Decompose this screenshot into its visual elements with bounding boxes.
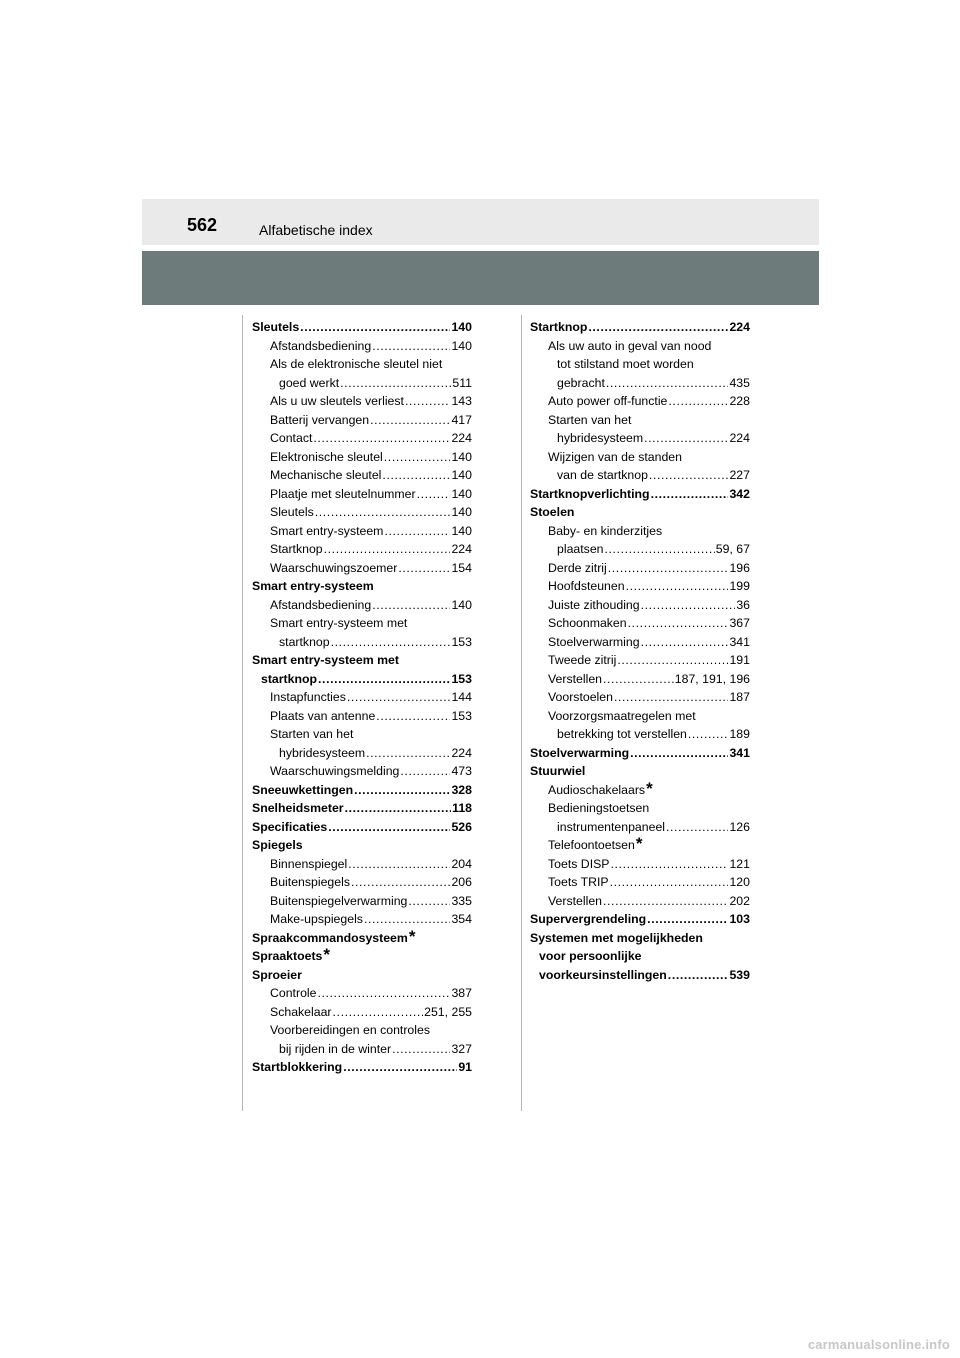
entry-term: Starten van het (270, 727, 354, 741)
dot-leader (647, 910, 728, 929)
index-subentry (252, 688, 472, 707)
dot-leader (354, 781, 450, 800)
index-subentry (252, 1003, 472, 1022)
dot-leader (608, 559, 729, 578)
dot-leader (405, 392, 451, 411)
entry-term: Als u uw sleutels verliest (270, 394, 404, 408)
index-subentry (252, 522, 472, 541)
index-entry (252, 1058, 472, 1077)
entry-term: Verstellen (548, 893, 603, 908)
index-subentry (530, 651, 750, 670)
entry-term: Audioschakelaars (548, 782, 646, 797)
dot-leader (614, 688, 729, 707)
entry-term: Startknop (530, 320, 588, 334)
dot-leader (668, 966, 729, 985)
dot-leader (340, 374, 451, 393)
dot-leader (384, 522, 450, 541)
index-subentry (530, 873, 750, 892)
index-entry (252, 651, 472, 670)
entry-term: Telefoontoetsen (548, 838, 635, 852)
index-entry: Spraakcommandosysteem * (252, 926, 416, 946)
index-subentry (252, 633, 472, 652)
index-subentry (252, 873, 472, 892)
entry-page-number: 121 (729, 856, 750, 871)
dot-leader (605, 540, 715, 559)
dot-leader (666, 818, 728, 837)
index-subentry (252, 355, 472, 374)
dot-leader (318, 670, 450, 689)
entry-page-number: 435 (729, 375, 750, 390)
entry-term: hybridesysteem (557, 431, 644, 445)
dot-leader (317, 984, 450, 1003)
entry-page-number: 140 (451, 320, 472, 334)
index-subentry (530, 577, 750, 596)
entry-term: Auto power off-functie (548, 394, 668, 408)
entry-term: van de startknop (557, 468, 648, 482)
entry-term: Plaats van antenne (270, 708, 376, 723)
index-subentry (530, 429, 750, 448)
entry-term: Voorstoelen (548, 690, 613, 704)
entry-term: Stoelverwarming (530, 745, 630, 760)
entry-term: Waarschuwingszoemer (270, 560, 398, 575)
entry-page-number: 202 (729, 893, 750, 908)
index-subentry (530, 855, 750, 874)
dot-leader (610, 873, 729, 892)
dot-leader (649, 466, 729, 485)
entry-term: Wijzigen van de standen (548, 449, 682, 464)
entry-term: Starten van het (548, 412, 632, 427)
entry-page-number: 120 (729, 875, 750, 889)
entry-term: Startknopverlichting (530, 486, 650, 501)
section-title: Alfabetische index (259, 222, 373, 238)
entry-term: Toets TRIP (548, 875, 609, 889)
entry-page-number: 187, 191, 196 (674, 671, 750, 686)
index-subentry (252, 485, 472, 504)
entry-page-number: 36 (736, 597, 750, 612)
entry-page-number: 59, 67 (715, 542, 750, 556)
entry-term: hybridesysteem (279, 745, 366, 760)
entry-term: Buitenspiegels (270, 875, 350, 889)
index-entry (530, 318, 750, 337)
index-entry (530, 744, 750, 763)
dot-leader (370, 411, 450, 430)
dot-leader (626, 577, 729, 596)
entry-term: Startblokkering (252, 1060, 343, 1074)
dot-leader (603, 892, 728, 911)
entry-term: Sproeier (252, 967, 302, 982)
index-entry (530, 947, 750, 966)
entry-page-number: 140 (451, 449, 472, 464)
entry-term: Elektronische sleutel (270, 449, 383, 464)
entry-term: Stuurwiel (530, 764, 586, 778)
index-subentry (530, 392, 750, 411)
dot-leader (630, 744, 728, 763)
entry-page-number: 118 (452, 801, 472, 815)
entry-page-number: 143 (451, 394, 472, 408)
index-entry (252, 836, 472, 855)
index-subentry (252, 448, 472, 467)
entry-term: Supervergrendeling (530, 912, 647, 926)
dot-leader (348, 855, 450, 874)
index-entry (530, 762, 750, 781)
entry-page-number: 342 (729, 486, 750, 501)
index-entry (252, 318, 472, 337)
column-divider-middle (521, 315, 522, 1111)
entry-page-number: 224 (451, 431, 472, 445)
entry-term: voor persoonlijke (539, 949, 642, 963)
index-subentry (252, 762, 472, 781)
entry-term: instrumentenpaneel (557, 819, 666, 834)
entry-term: Controle (270, 986, 317, 1000)
entry-term: Stoelverwarming (548, 634, 640, 649)
entry-page-number: 341 (729, 745, 750, 760)
entry-page-number: 140 (451, 523, 472, 538)
entry-term: gebracht (557, 375, 605, 390)
entry-term: Sleutels (252, 320, 300, 334)
index-subentry (530, 559, 750, 578)
entry-term: Afstandsbediening (270, 338, 372, 353)
entry-term: Systemen met mogelijkheden (530, 930, 703, 945)
index-subentry (252, 855, 472, 874)
dot-leader (408, 892, 450, 911)
page-number: 562 (187, 215, 218, 235)
entry-term: Binnenspiegel (270, 856, 348, 871)
index-subentry (252, 725, 472, 744)
entry-term: Contact (270, 431, 313, 445)
entry-term: Sleutels (270, 505, 314, 519)
entry-term: Smart entry-systeem (270, 523, 384, 538)
index-subentry (530, 633, 750, 652)
entry-term: Batterij vervangen (270, 412, 370, 427)
dot-leader (588, 318, 728, 337)
index-subentry (252, 503, 472, 522)
entry-term: Sneeuwkettingen (252, 782, 354, 797)
entry-page-number: 387 (451, 986, 472, 1000)
entry-page-number: 224 (729, 320, 750, 334)
entry-page-number: 224 (451, 542, 472, 556)
entry-page-number: 196 (729, 560, 750, 575)
entry-term: Als uw auto in geval van nood (548, 338, 712, 353)
index-subentry (252, 707, 472, 726)
index-subentry (530, 799, 750, 818)
index-subentry (530, 892, 750, 911)
index-subentry (252, 392, 472, 411)
index-subentry (252, 892, 472, 911)
index-entry (530, 503, 750, 522)
index-subentry: Audioschakelaars * (548, 778, 653, 798)
entry-term: Afstandsbediening (270, 597, 372, 612)
entry-page-number: 228 (729, 394, 750, 408)
dot-leader (668, 392, 728, 411)
entry-term: plaatsen (557, 542, 604, 556)
index-subentry (252, 596, 472, 615)
entry-page-number: 91 (458, 1060, 472, 1074)
dot-leader (688, 725, 729, 744)
entry-term: voorkeursinstellingen (539, 967, 667, 982)
dot-leader (372, 596, 450, 615)
index-entry (530, 929, 750, 948)
index-subentry (530, 466, 750, 485)
entry-page-number: 153 (451, 708, 472, 723)
dot-leader (372, 337, 450, 356)
entry-term: startknop (279, 634, 330, 649)
dot-leader (382, 466, 450, 485)
entry-term: Buitenspiegelverwarming (270, 893, 408, 908)
dot-leader (651, 485, 729, 504)
dot-leader (417, 485, 451, 504)
entry-page-number: 140 (451, 468, 472, 482)
entry-term: Smart entry-systeem met (270, 616, 408, 630)
entry-page-number: 153 (451, 634, 472, 649)
column-divider-left (242, 315, 243, 1111)
index-entry (252, 670, 472, 689)
entry-term: Verstellen (548, 671, 603, 686)
dot-leader (366, 744, 450, 763)
entry-page-number: 204 (451, 856, 472, 871)
entry-page-number: 140 (451, 505, 472, 519)
entry-term: Toets DISP (548, 856, 610, 871)
index-subentry (252, 1021, 472, 1040)
entry-page-number: 103 (729, 912, 750, 926)
index-subentry (530, 355, 750, 374)
entry-term: Voorzorgsmaatregelen met (548, 708, 696, 723)
entry-page-number: 140 (451, 597, 472, 612)
dot-leader (606, 374, 729, 393)
footer-watermark: carmanualsonline.info (807, 1337, 950, 1352)
entry-term: betrekking tot verstellen (557, 727, 687, 741)
entry-term: Schakelaar (270, 1004, 332, 1019)
entry-term: Instapfuncties (270, 690, 346, 704)
dot-leader (300, 318, 450, 337)
index-entry (252, 781, 472, 800)
dot-leader (333, 1003, 424, 1022)
index-subentry (252, 411, 472, 430)
entry-page-number: 341 (729, 634, 750, 649)
entry-page-number: 367 (729, 616, 750, 630)
dot-leader (343, 1058, 457, 1077)
index-subentry: Telefoontoetsen * (548, 834, 643, 853)
index-subentry (530, 540, 750, 559)
entry-page-number: 473 (451, 764, 472, 778)
index-subentry (252, 466, 472, 485)
dot-leader (313, 429, 450, 448)
dot-leader (398, 559, 450, 578)
entry-term: Hoofdsteunen (548, 579, 625, 593)
header-band (142, 251, 819, 305)
index-subentry (252, 559, 472, 578)
index-entry (530, 485, 750, 504)
index-subentry (252, 744, 472, 763)
entry-term: Spraakcommandosysteem (252, 930, 408, 945)
entry-term: Tweede zitrij (548, 653, 617, 667)
index-column-right (530, 318, 750, 984)
dot-leader (641, 633, 729, 652)
index-subentry (530, 614, 750, 633)
index-subentry (530, 337, 750, 356)
dot-leader (384, 448, 451, 467)
dot-leader (315, 503, 451, 522)
entry-page-number: 224 (451, 745, 472, 760)
index-subentry (530, 374, 750, 393)
index-entry: Spraaktoets * (252, 945, 331, 964)
index-subentry (530, 411, 750, 430)
entry-term: Juiste zithouding (548, 597, 640, 612)
index-subentry (530, 522, 750, 541)
entry-page-number: 251, 255 (424, 1004, 472, 1019)
entry-term: tot stilstand moet worden (557, 357, 694, 371)
entry-term: Bedieningstoetsen (548, 801, 650, 815)
entry-term: Plaatje met sleutelnummer (270, 486, 416, 501)
index-subentry (530, 688, 750, 707)
dot-leader (644, 429, 728, 448)
index-subentry (252, 910, 472, 929)
entry-term: goed werkt (279, 375, 340, 390)
entry-term: Voorbereidingen en controles (270, 1023, 430, 1037)
index-entry (252, 818, 472, 837)
entry-term: Waarschuwingsmelding (270, 764, 400, 778)
dot-leader (603, 670, 674, 689)
index-entry (530, 910, 750, 929)
index-column-left (252, 318, 472, 1077)
dot-leader (617, 651, 728, 670)
dot-leader (324, 540, 451, 559)
index-subentry (530, 707, 750, 726)
entry-page-number: 154 (451, 560, 472, 575)
index-subentry (252, 614, 472, 633)
entry-page-number: 511 (452, 375, 472, 390)
dot-leader (628, 614, 729, 633)
entry-term: Make-upspiegels (270, 912, 363, 926)
dot-leader (400, 762, 450, 781)
dot-leader (392, 1040, 450, 1059)
entry-page-number: 227 (729, 468, 750, 482)
entry-page-number: 206 (451, 875, 472, 889)
entry-term: Snelheidsmeter (252, 801, 344, 815)
dot-leader (611, 855, 729, 874)
dot-leader (331, 633, 451, 652)
entry-term: Mechanische sleutel (270, 468, 382, 482)
entry-term: Specificaties (252, 819, 328, 834)
dot-leader (347, 688, 451, 707)
dot-leader (328, 818, 450, 837)
entry-page-number: 191 (729, 653, 750, 667)
index-subentry (252, 1040, 472, 1059)
entry-page-number: 126 (729, 819, 750, 834)
entry-term: Baby- en kinderzitjes (548, 523, 663, 538)
dot-leader (351, 873, 450, 892)
entry-term: Smart entry-systeem (252, 579, 374, 593)
index-entry (252, 799, 472, 818)
dot-leader (641, 596, 736, 615)
entry-page-number: 335 (451, 893, 472, 908)
entry-term: Spiegels (252, 838, 303, 852)
header-strip (142, 199, 819, 245)
entry-term: Schoonmaken (548, 616, 627, 630)
index-entry (252, 966, 472, 985)
entry-page-number: 153 (451, 671, 472, 686)
entry-term: Als de elektronische sleutel niet (270, 357, 443, 371)
entry-term: Derde zitrij (548, 560, 607, 575)
index-subentry (252, 984, 472, 1003)
entry-page-number: 539 (729, 967, 750, 982)
index-subentry (530, 448, 750, 467)
entry-page-number: 327 (451, 1041, 472, 1056)
index-entry (530, 966, 750, 985)
entry-term: startknop (261, 671, 318, 686)
entry-page-number: 140 (451, 338, 472, 353)
entry-page-number: 354 (451, 912, 472, 926)
entry-term: Stoelen (530, 505, 575, 519)
entry-term: bij rijden in de winter (279, 1041, 392, 1056)
index-subentry (252, 429, 472, 448)
entry-page-number: 144 (451, 690, 472, 704)
entry-page-number: 328 (451, 782, 472, 797)
index-subentry (530, 725, 750, 744)
entry-term: Smart entry-systeem met (252, 653, 399, 667)
entry-page-number: 187 (729, 690, 750, 704)
entry-page-number: 199 (729, 579, 750, 593)
index-subentry (252, 540, 472, 559)
dot-leader (376, 707, 450, 726)
entry-page-number: 189 (729, 727, 750, 741)
index-subentry (252, 337, 472, 356)
entry-page-number: 417 (451, 412, 472, 427)
index-subentry (252, 374, 472, 393)
entry-term: Spraaktoets (252, 949, 323, 963)
index-subentry (530, 670, 750, 689)
index-subentry (530, 596, 750, 615)
entry-page-number: 140 (451, 486, 472, 501)
dot-leader (364, 910, 451, 929)
dot-leader (345, 799, 452, 818)
entry-term: Startknop (270, 542, 323, 556)
entry-page-number: 224 (729, 431, 750, 445)
index-entry (252, 577, 472, 596)
entry-page-number: 526 (451, 819, 472, 834)
